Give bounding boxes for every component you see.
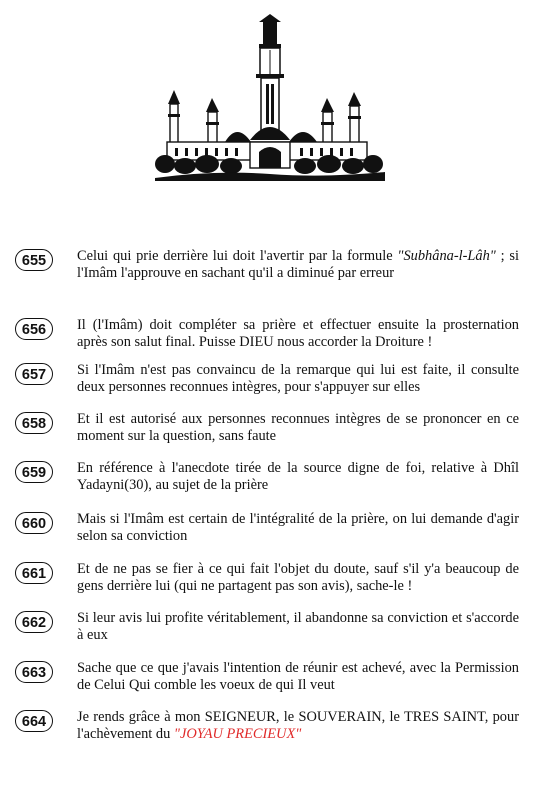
verse-text-segment: Si l'Imâm n'est pas convaincu de la remarque qui lui est faite, il consulte deux personnes reconnues intègres, pour s'appuyer sur elles: [77, 362, 519, 396]
verse-text-segment: Je rends grâce à mon SEIGNEUR, le SOUVERAIN, le TRES SAINT, pour l'achèvement du: [77, 709, 519, 743]
verse-number-badge: 660: [15, 512, 53, 534]
verse-text: [77, 561, 519, 596]
verse-number-badge: 661: [15, 562, 53, 584]
verse-text: [77, 460, 519, 495]
verse-text-segment: ; si l'Imâm l'approuve en sachant qu'il a diminué par erreur: [77, 248, 519, 282]
verse-text-segment: "Subhâna-l-Lâh": [397, 248, 496, 264]
verse-text-segment: "JOYAU PRECIEUX": [173, 726, 302, 743]
verse-text: [77, 511, 519, 546]
verse-number-badge: 662: [15, 611, 53, 633]
verse-text: [77, 610, 519, 645]
verse-text-segment: Et il est autorisé aux personnes reconnues intègres de se prononcer en ce moment sur la question, sans faute: [77, 411, 519, 445]
verse-number-badge: 656: [15, 318, 53, 340]
verse-text-segment: Si leur avis lui profite véritablement, il abandonne sa conviction et s'accorde à eux: [77, 610, 519, 644]
verse-number-badge: 664: [15, 710, 53, 732]
verse-text-segment: Sache que ce que j'avais l'intention de réunir est achevé, avec la Permission de Celui Qui comble les voeux de qui Il veut: [77, 660, 519, 694]
verse-number-badge: 659: [15, 461, 53, 483]
verse-text-segment: Mais si l'Imâm est certain de l'intégralité de la prière, on lui demande d'agir selon sa conviction: [77, 511, 519, 545]
verse-number-badge: 657: [15, 363, 53, 385]
verse-text: [77, 411, 519, 446]
verse-text: [77, 709, 519, 744]
verse-text: [77, 248, 519, 283]
verse-text: [77, 660, 519, 695]
verse-text-segment: Il (l'Imâm) doit compléter sa prière et effectuer ensuite la prosternation après son salut final. Puisse DIEU nous accorder la Droiture !: [77, 317, 519, 351]
verse-number-badge: 658: [15, 412, 53, 434]
verse-text: [77, 317, 519, 352]
verse-number-badge: 663: [15, 661, 53, 683]
verse-text-segment: En référence à l'anecdote tirée de la source digne de foi, relative à Dhîl Yadayni(30), au sujet de la prière: [77, 460, 519, 494]
verse-text: [77, 362, 519, 397]
verse-text-segment: Celui qui prie derrière lui doit l'avertir par la formule: [77, 248, 398, 264]
verse-text-segment: Et de ne pas se fier à ce qui fait l'objet du doute, sauf s'il y'a beaucoup de gens derrière lui (qui ne partagent pas son avis), sache-le !: [77, 561, 519, 595]
verse-number-badge: 655: [15, 249, 53, 271]
